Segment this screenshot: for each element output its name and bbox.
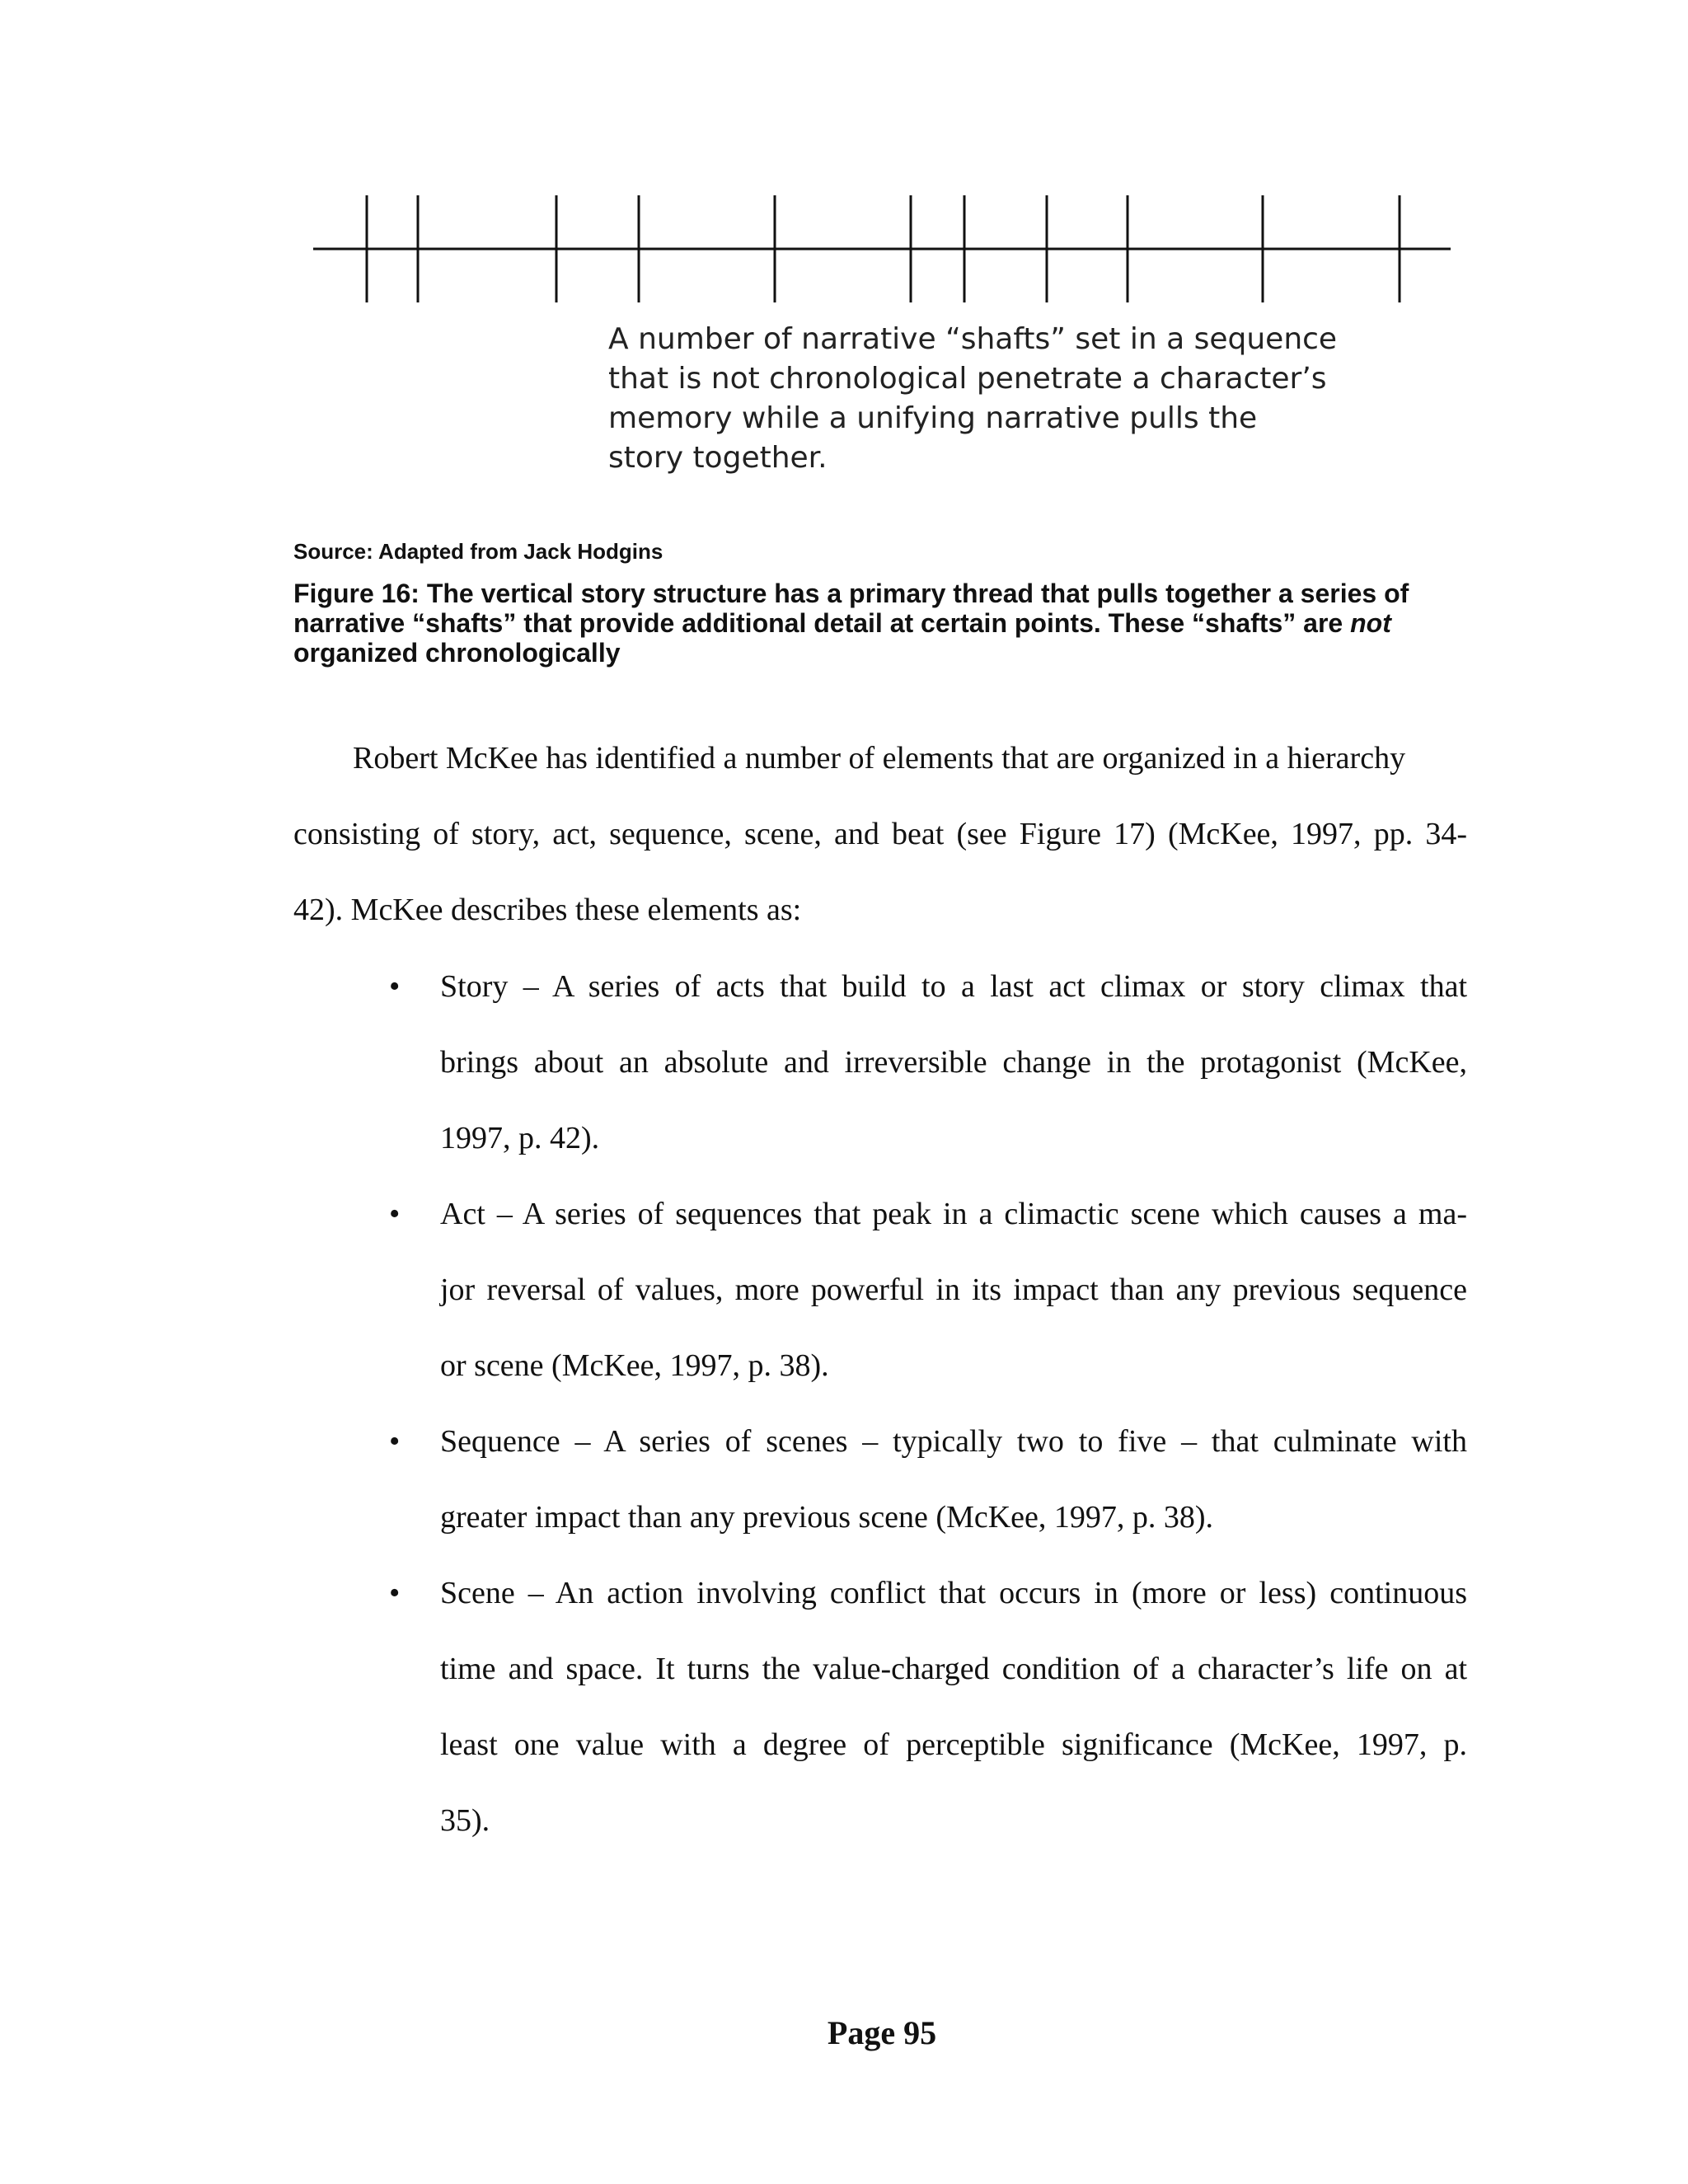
bullet-scene-line: time and space. It turns the value-charged condition of a character’s life on at <box>440 1652 1467 1686</box>
bullet-scene-line: 35). <box>440 1803 490 1838</box>
figure-caption <box>293 579 1480 668</box>
bullet-story-line: 1997, p. 42). <box>440 1121 600 1155</box>
diagram-caption-line: story together. <box>608 441 828 475</box>
bullet-story-line: Story – A series of acts that build to a last act climax or story climax that <box>440 969 1467 1004</box>
vertical-story-structure-diagram <box>305 185 1459 326</box>
figure-caption-line: organized chronologically <box>293 638 621 668</box>
paragraph-line: 42). McKee describes these elements as: <box>293 893 802 927</box>
figure-caption-emphasis: not <box>1350 608 1391 638</box>
bullet-act-line: or scene (McKee, 1997, p. 38). <box>440 1348 829 1383</box>
bullet-scene-line: Scene – An action involving conflict that occurs in (more or less) continuous <box>440 1576 1467 1610</box>
diagram-caption <box>608 320 1350 478</box>
paragraph-line: consisting of story, act, sequence, scene, and beat (see Figure 17) (McKee, 1997, pp. 34- <box>293 817 1467 851</box>
figure-source: Source: Adapted from Jack Hodgins <box>293 539 663 564</box>
bullet-act-line: jor reversal of values, more powerful in its impact than any previous sequence <box>440 1272 1467 1307</box>
figure-caption-line: Figure 16: The vertical story structure has a primary thread that pulls together a series of <box>293 579 1409 608</box>
bullet-marker: • <box>389 1197 401 1231</box>
bullet-marker: • <box>389 1576 401 1610</box>
figure-caption-line <box>293 608 1480 638</box>
bullet-act-line: Act – A series of sequences that peak in a climactic scene which causes a ma- <box>440 1197 1467 1231</box>
bullet-marker: • <box>389 1424 401 1459</box>
bullet-sequence-line: greater impact than any previous scene (McKee, 1997, p. 38). <box>440 1500 1214 1535</box>
bullet-sequence-line: Sequence – A series of scenes – typically two to five – that culminate with <box>440 1424 1467 1459</box>
diagram-caption-line: A number of narrative “shafts” set in a sequence <box>608 322 1338 356</box>
diagram-caption-line: that is not chronological penetrate a character’s <box>608 362 1327 396</box>
bullet-story-line: brings about an absolute and irreversible change in the protagonist (McKee, <box>440 1045 1467 1080</box>
bullet-scene-line: least one value with a degree of perceptible significance (McKee, 1997, p. <box>440 1727 1467 1762</box>
figure-caption-text: narrative “shafts” that provide additional detail at certain points. These “shafts” are <box>293 608 1351 638</box>
paragraph-line: Robert McKee has identified a number of elements that are organized in a hierarchy <box>353 741 1406 776</box>
page-number: Page 95 <box>827 2014 937 2051</box>
bullet-marker: • <box>389 969 401 1004</box>
diagram-caption-line: memory while a unifying narrative pulls the <box>608 401 1258 435</box>
